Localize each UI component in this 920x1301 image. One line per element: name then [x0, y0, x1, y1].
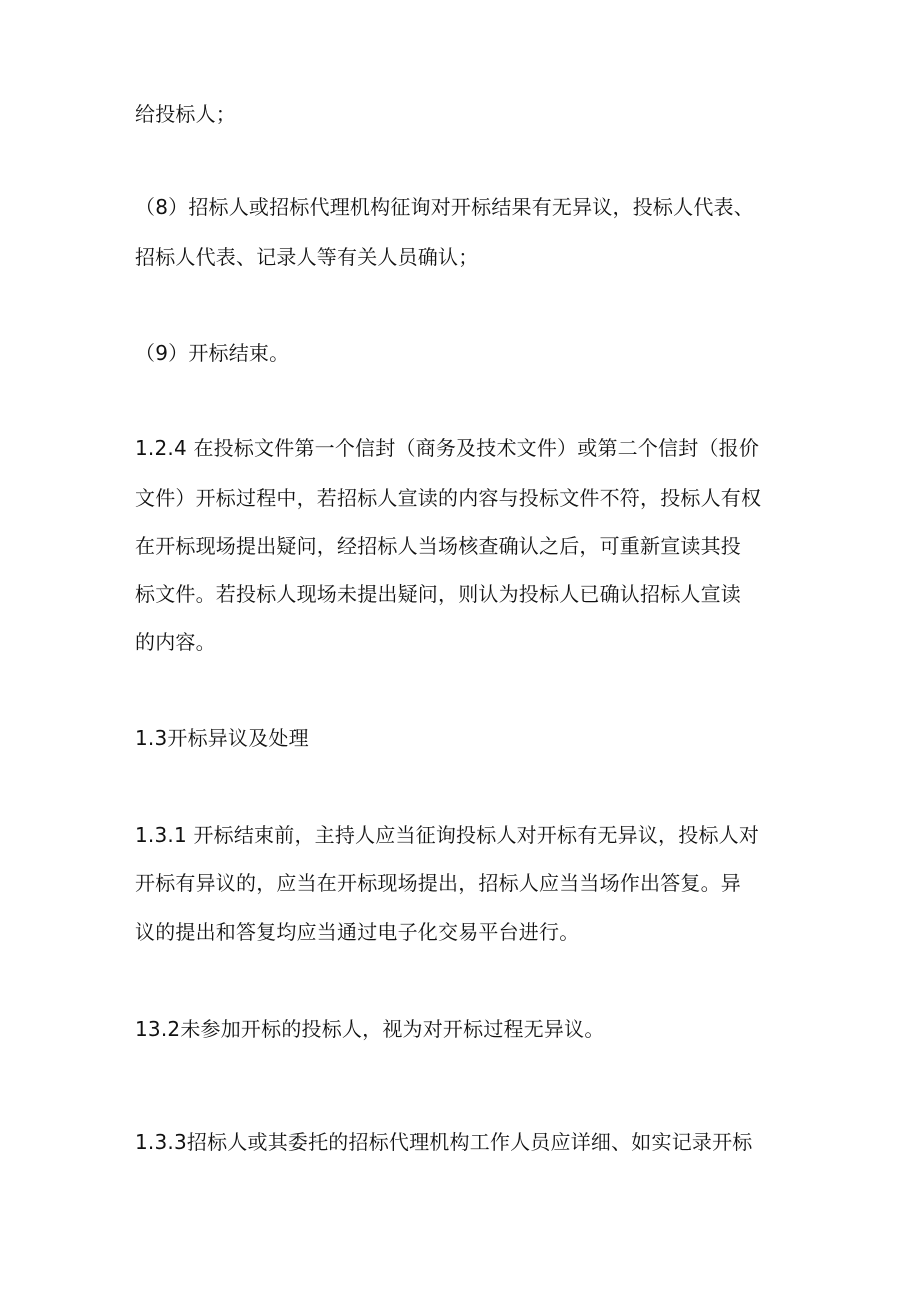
text-line: 招标人代表、记录人等有关人员确认； [135, 245, 479, 269]
text-line: 1.2.4 在投标文件第一个信封（商务及技术文件）或第二个信封（报价 [135, 436, 760, 460]
text-line: （9）开标结束。 [135, 341, 290, 365]
text-line: 1.3.1 开标结束前，主持人应当征询投标人对开标有无异议，投标人对 [135, 823, 760, 847]
text-line: 的内容。 [135, 630, 216, 654]
text-line: 议的提出和答复均应当通过电子化交易平台进行。 [135, 920, 580, 944]
text-line: 开标有异议的，应当在开标现场提出，招标人应当当场作出答复。异 [135, 871, 741, 895]
section-heading: 1.3开标异议及处理 [135, 726, 309, 750]
text-line: 标文件。若投标人现场未提出疑问，则认为投标人已确认招标人宣读 [135, 582, 741, 606]
text-line: 文件）开标过程中，若招标人宣读的内容与投标文件不符，投标人有权 [135, 486, 762, 510]
text-line: 1.3.3招标人或其委托的招标代理机构工作人员应详细、如实记录开标 [135, 1130, 753, 1154]
text-line: 13.2未参加开标的投标人，视为对开标过程无异议。 [135, 1017, 605, 1041]
text-line: 在开标现场提出疑问，经招标人当场核查确认之后，可重新宣读其投 [135, 534, 741, 558]
text-line: 给投标人； [135, 102, 236, 126]
text-line: （8）招标人或招标代理机构征询对开标结果有无异议，投标人代表、 [135, 195, 754, 219]
